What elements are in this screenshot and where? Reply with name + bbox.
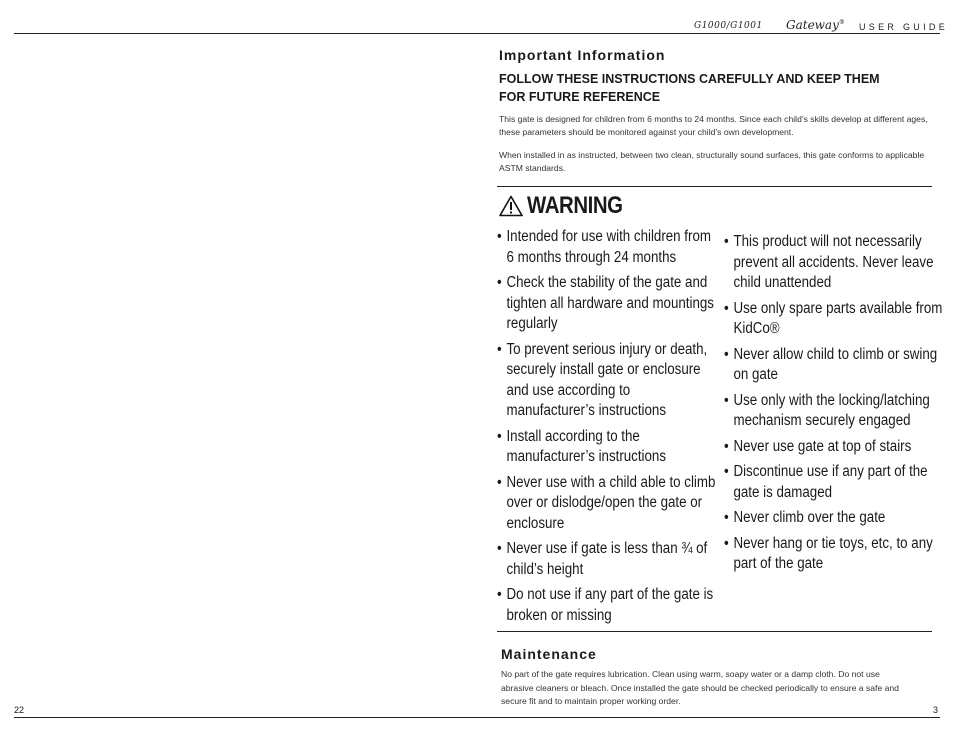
warning-item: • Never hang or tie toys, etc, to any part of the gate: [724, 534, 948, 575]
warning-item: • Never use if gate is less than ¾ of child’s height: [497, 539, 721, 580]
warning-top-divider: [497, 186, 932, 187]
important-info-title: Important Information: [499, 47, 666, 63]
warning-triangle-icon: [499, 195, 523, 217]
trademark-symbol: ®: [838, 19, 845, 26]
warning-item: • Never use with a child able to climb over or dislodge/open the gate or enclosure: [497, 473, 721, 535]
warning-item: • This product will not necessarily prevent all accidents. Never leave child unattended: [724, 232, 948, 294]
warning-item: • Use only with the locking/latching mechanism securely engaged: [724, 391, 948, 432]
brand-name: Gateway: [786, 18, 839, 32]
brand-logo: [786, 18, 845, 32]
guide-label: USER GUIDE: [859, 22, 949, 32]
warning-item: • To prevent serious injury or death, securely install gate or enclosure and use according to manufacturer’s instructions: [497, 340, 721, 422]
warning-item: • Never allow child to climb or swing on gate: [724, 345, 948, 386]
astm-paragraph: When installed in as instructed, between two clean, structurally sound surfaces, this gate conforms to applicable ASTM standards.: [499, 150, 925, 173]
warning-item: • Install according to the manufacturer’s instructions: [497, 427, 721, 468]
age-paragraph: This gate is designed for children from 6 months to 24 months. Since each child’s skills develop at different ages, these parameters should be monitored against your child’s own development.: [499, 114, 928, 137]
header-divider: [14, 33, 940, 34]
page-number-left: 22: [14, 705, 25, 715]
warning-item: • Never use gate at top of stairs: [724, 437, 948, 458]
page-number-right: 3: [933, 705, 939, 715]
warning-list-left: [497, 227, 758, 631]
model-number: G1000/G1001: [694, 21, 763, 31]
warning-title: WARNING: [527, 192, 623, 219]
maintenance-title: Maintenance: [501, 646, 597, 662]
instructions-line-2: FOR FUTURE REFERENCE: [499, 90, 661, 104]
footer-divider: [14, 717, 940, 718]
warning-item: • Never climb over the gate: [724, 508, 948, 529]
warning-header: [499, 192, 640, 220]
maintenance-paragraph: No part of the gate requires lubrication. Clean using warm, soapy water or a damp cloth. Do not use abrasive cleaners or bleach. Once installed the gate should be checked periodically to ensure a safe and secure fit and to maintain proper working order.: [501, 669, 899, 706]
warning-item: • Discontinue use if any part of the gate is damaged: [724, 462, 948, 503]
warning-bottom-divider: [497, 631, 932, 632]
warning-item: • Do not use if any part of the gate is broken or missing: [497, 585, 721, 626]
warning-item: • Check the stability of the gate and tighten all hardware and mountings regularly: [497, 273, 721, 335]
warning-list-right: [724, 232, 954, 580]
instructions-heading: [499, 70, 899, 106]
warning-item: • Intended for use with children from 6 months through 24 months: [497, 227, 721, 268]
instructions-line-1: FOLLOW THESE INSTRUCTIONS CAREFULLY AND KEEP THEM: [499, 72, 880, 86]
warning-item: • Use only spare parts available from KidCo®: [724, 299, 948, 340]
